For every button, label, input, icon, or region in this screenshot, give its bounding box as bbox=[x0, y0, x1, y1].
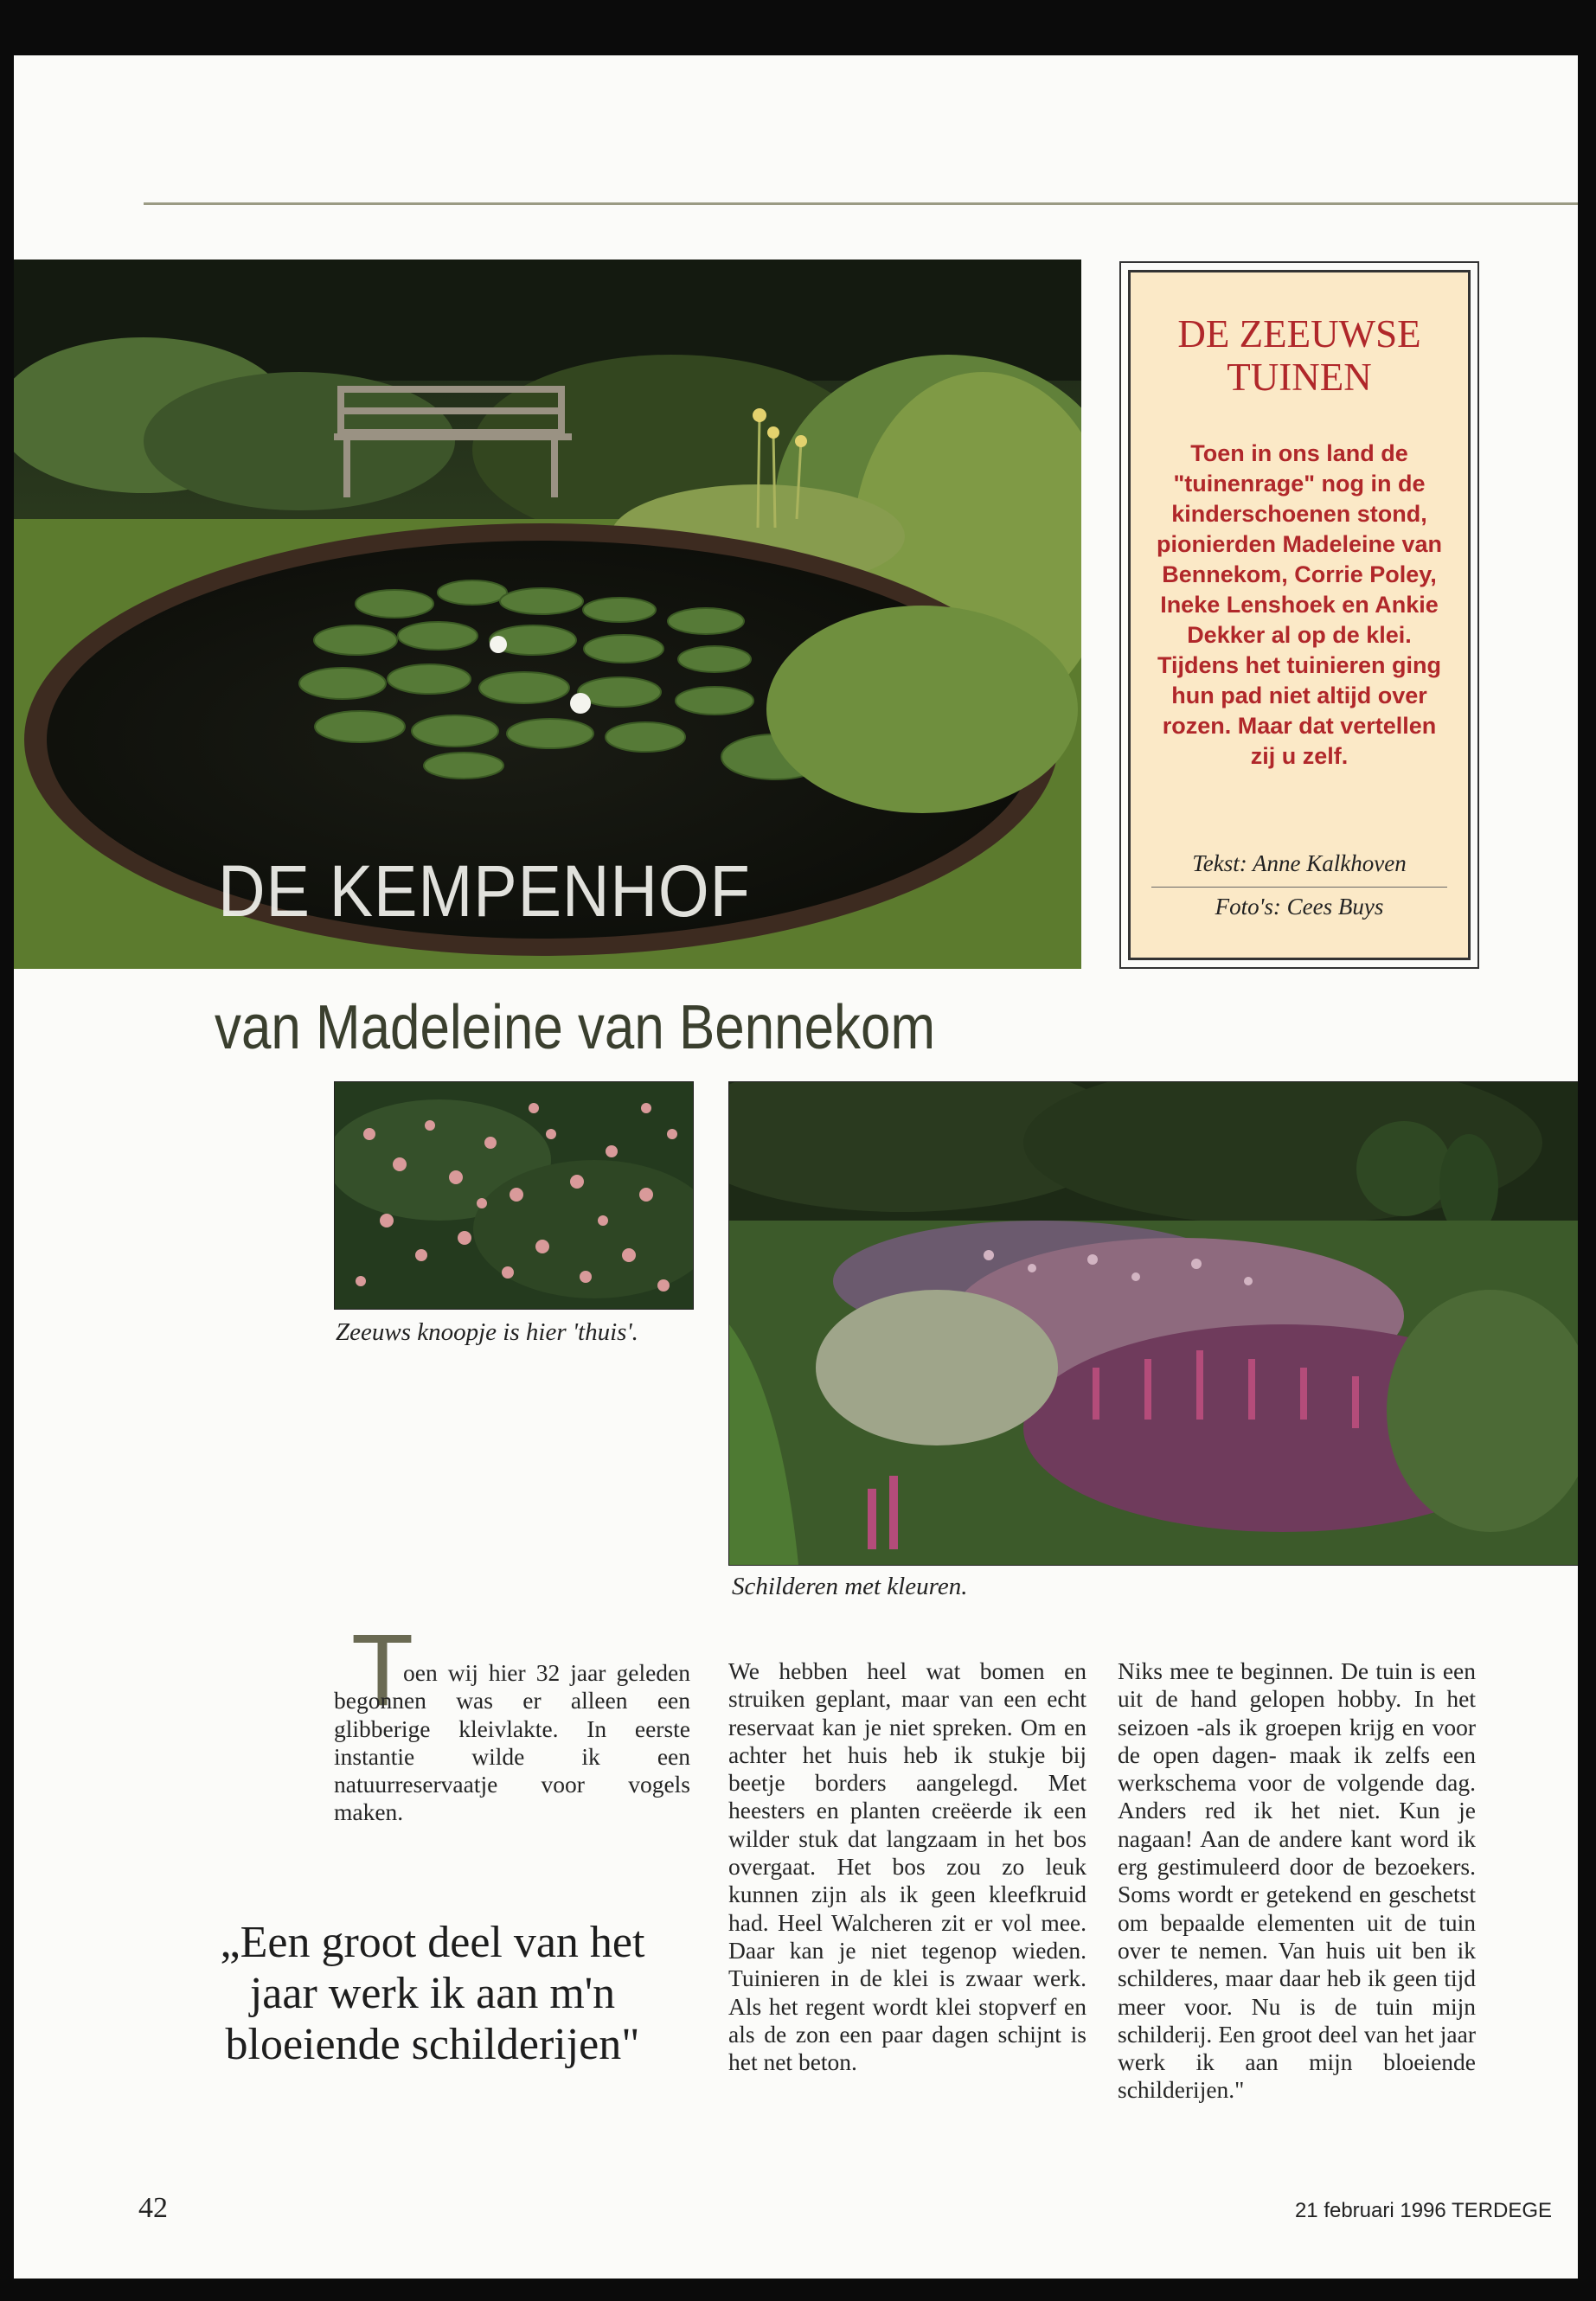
caption-large-photo: Schilderen met kleuren. bbox=[732, 1573, 968, 1600]
pull-quote: „Een groot deel van het jaar werk ik aan m'n bloeiende schilderijen" bbox=[220, 1918, 645, 2069]
magazine-page bbox=[14, 55, 1578, 2279]
border-photo bbox=[728, 1081, 1578, 1566]
paragraph: We hebben heel wat bomen en struiken geplant, maar van een echt reservaat kan je niet spreken. Om en achter het huis heb ik stukje bij beetje borders aangelegd. Met heesters en planten creëerde ik een wilder stuk dat langzaam in het bos overgaat. Het bos zou zo leuk kunnen zijn als ik geen kleefkruid had. Heel Walcheren zit er vol mee. Daar kan je niet tegenop wieden. Tuinieren in de klei is zwaar werk. Als het regent wordt klei stopverf en als de zon een paar dagen schijnt is het net beton. bbox=[728, 1657, 1086, 2076]
header-rule bbox=[144, 202, 1578, 205]
body-column-1 bbox=[334, 1659, 690, 1827]
credit-text: Tekst: Anne Kalkhoven bbox=[1192, 850, 1407, 876]
knoopje-photo bbox=[334, 1081, 694, 1310]
body-column-2 bbox=[728, 1657, 1086, 2076]
credit-photo: Foto's: Cees Buys bbox=[1215, 894, 1384, 920]
page-number: 42 bbox=[138, 2192, 168, 2224]
article-title-overlay: DE KEMPENHOF bbox=[218, 850, 751, 932]
sidebar-intro: Toen in ons land de "tuinenrage" nog in de kinderschoenen stond, pionierden Madeleine van Bennekom, Corrie Poley, Ineke Lenshoek en Ankie Dekker al op de klei. Tijdens het tuinieren ging hun pad niet altijd over rozen. Maar dat vertellen zij u zelf. bbox=[1156, 440, 1443, 769]
sidebar-panel bbox=[1128, 270, 1471, 960]
sidebar-heading: DE ZEEUWSE TUINEN bbox=[1177, 312, 1421, 399]
article-subtitle: van Madeleine van Bennekom bbox=[215, 993, 936, 1062]
caption-small-photo: Zeeuws knoopje is hier 'thuis'. bbox=[336, 1318, 638, 1346]
series-sidebar bbox=[1119, 261, 1479, 969]
paragraph: oen wij hier 32 jaar geleden begonnen was er alleen een glibberige kleivlakte. In eerste instantie wilde ik een natuurreservaatje voor vogels maken. bbox=[334, 1659, 690, 1826]
drop-cap: T bbox=[351, 1613, 414, 1727]
paragraph: Niks mee te beginnen. De tuin is een uit de hand gelopen hobby. In het seizoen -als ik groepen krijg en voor de open dagen- maak ik zelfs een werkschema voor de volgende dag. Anders red ik het niet. Kun je nagaan! Aan de andere kant word ik erg gestimuleerd door de bezoekers. Soms wordt er getekend en geschetst om bepaalde elementen uit de tuin over te nemen. Van huis uit ben ik schilderes, maar daar heb ik geen tijd meer voor. Nu is de tuin mijn schilderij. Een groot deel van het jaar werk ik aan mijn bloeiende schilderijen." bbox=[1118, 1657, 1476, 2104]
body-column-3 bbox=[1118, 1657, 1476, 2105]
credit-divider bbox=[1151, 887, 1447, 888]
issue-date: 21 februari 1996 TERDEGE bbox=[1294, 2199, 1552, 2222]
